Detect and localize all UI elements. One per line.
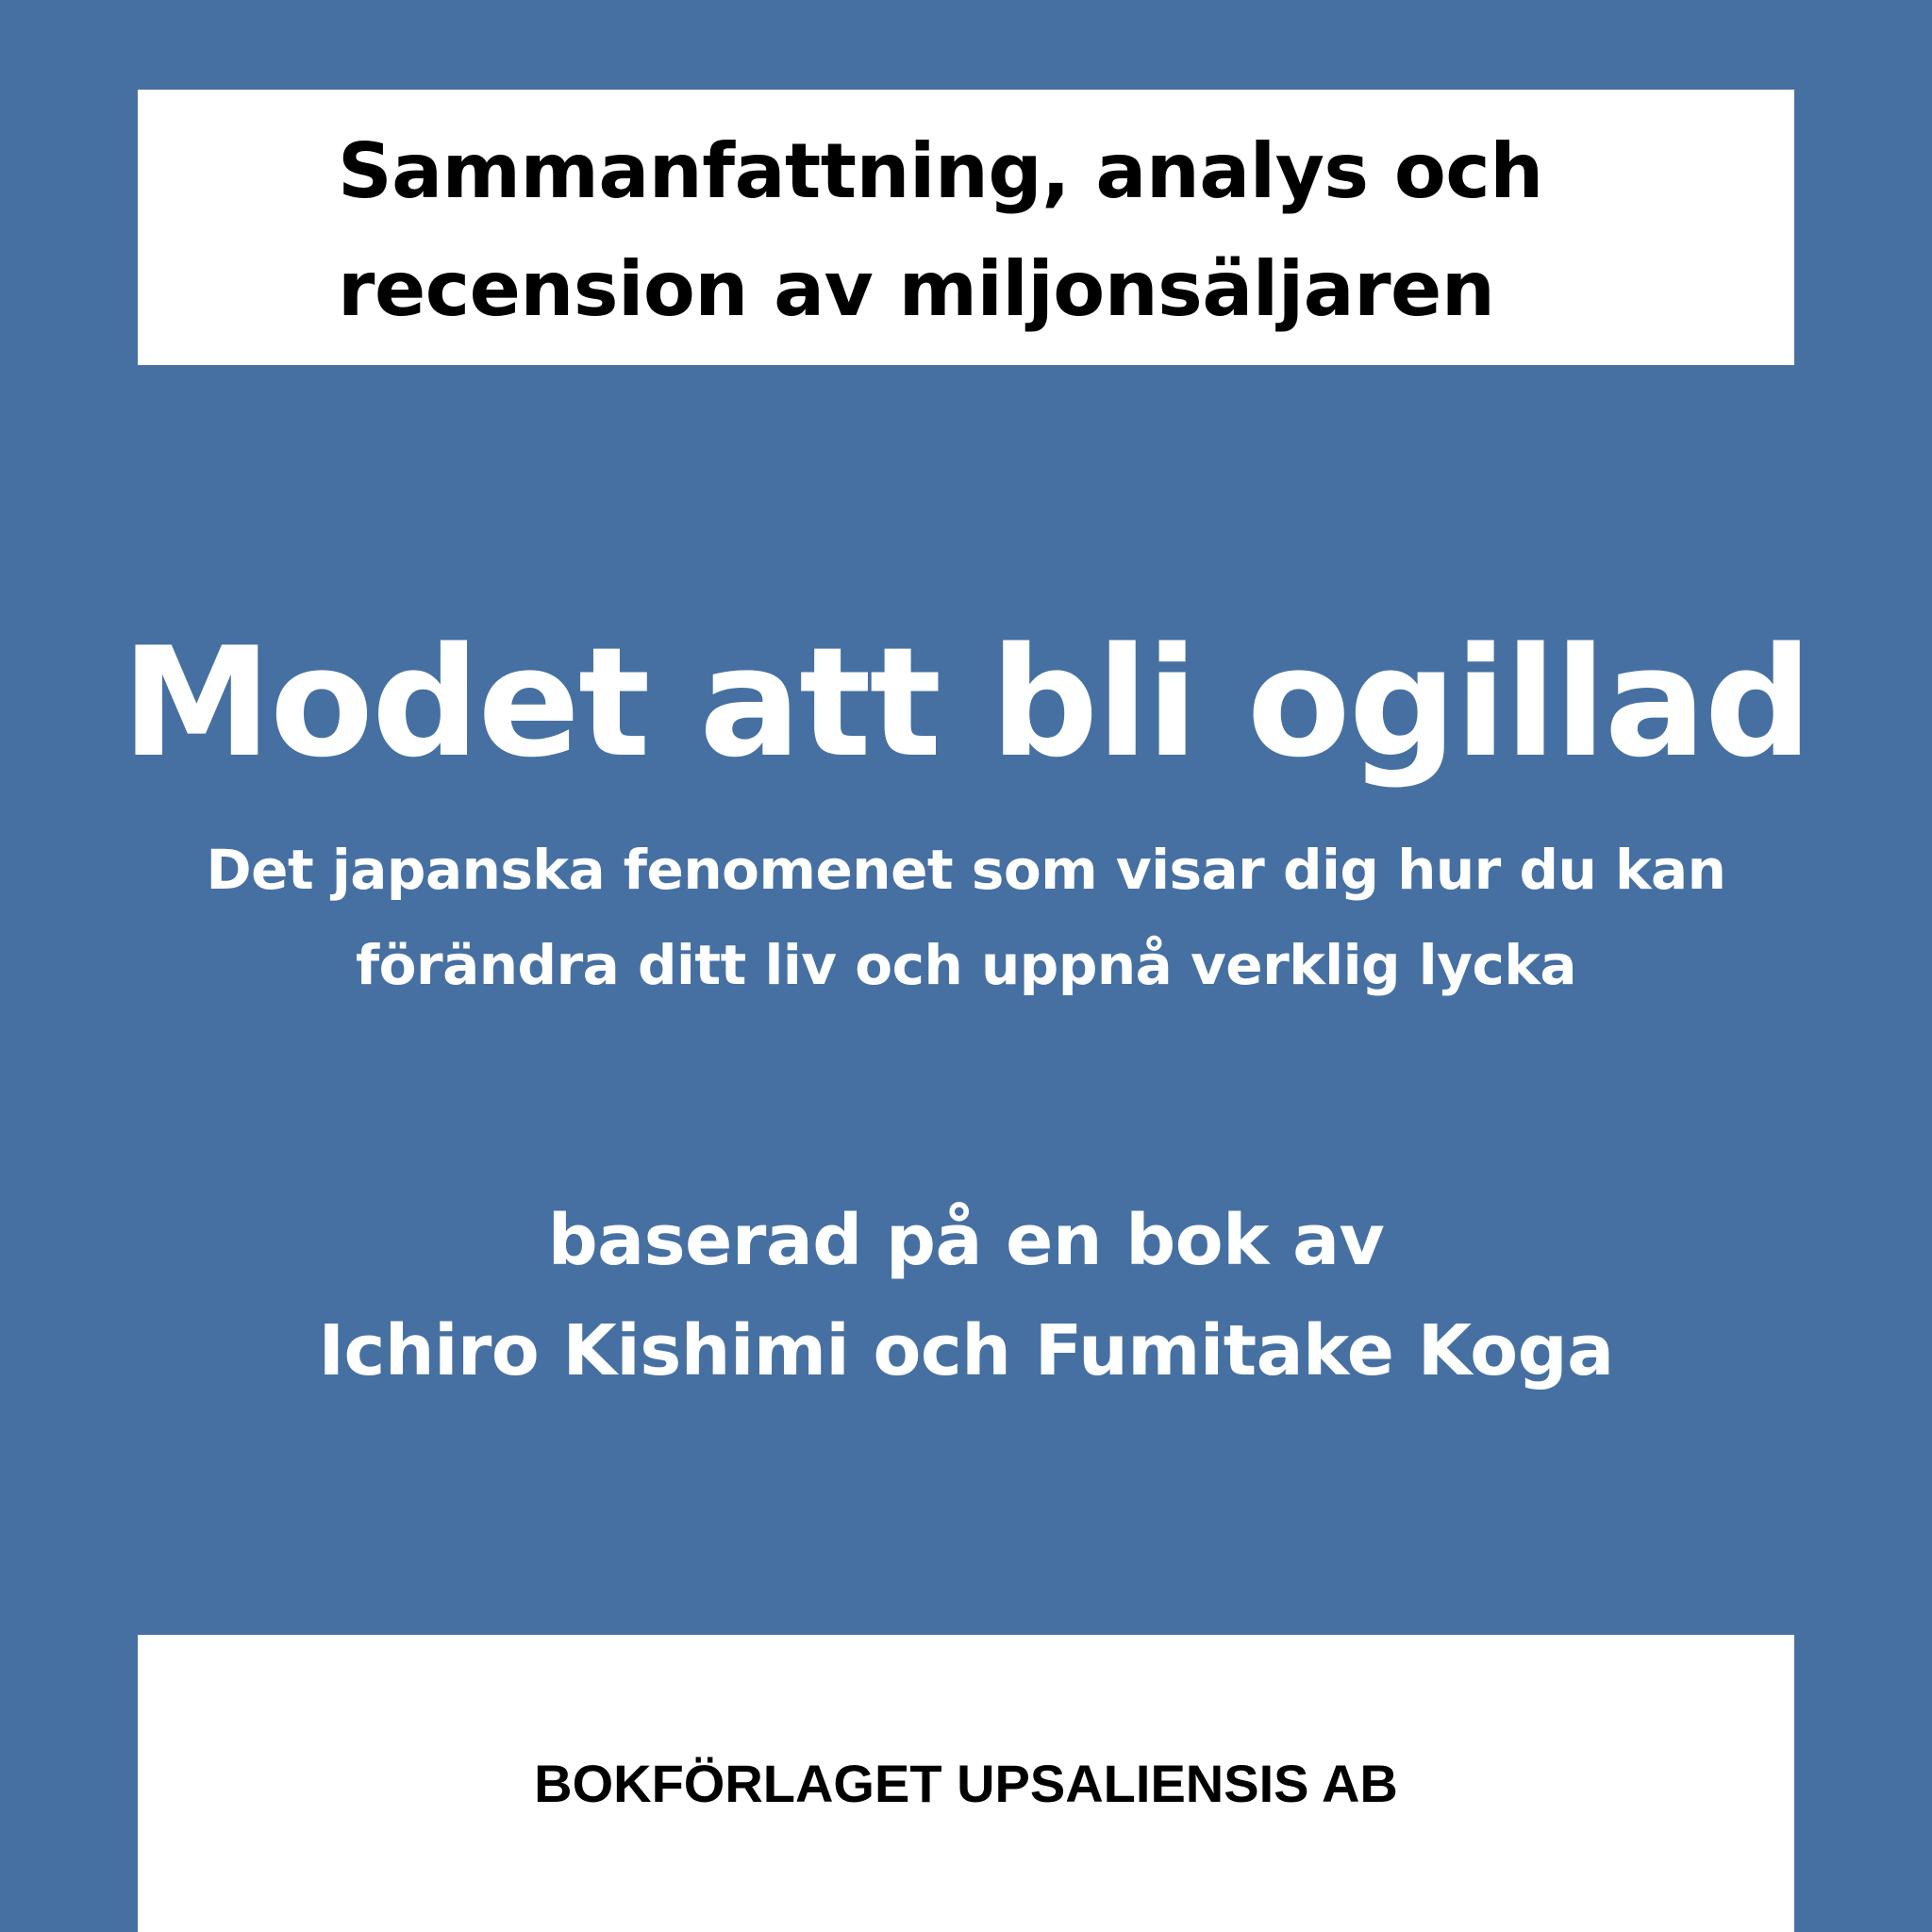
banner-line-1: Sammanfattning, analys och (338, 127, 1543, 215)
book-title: Modet att bli ogillad (121, 614, 1811, 791)
based-on-label: baserad på en bok av (547, 1200, 1385, 1281)
publisher-name: BOKFÖRLAGET UPSALIENSIS AB (534, 1754, 1398, 1813)
authors: Ichiro Kishimi och Fumitake Koga (318, 1310, 1614, 1391)
bottom-banner (138, 1635, 1794, 1932)
subtitle-line-1: Det japanska fenomenet som visar dig hur du kan (206, 838, 1726, 902)
subtitle-line-2: förändra ditt liv och uppnå verklig lycka (355, 933, 1577, 997)
banner-line-2: recension av miljonsäljaren (338, 245, 1495, 333)
top-banner (138, 90, 1794, 365)
